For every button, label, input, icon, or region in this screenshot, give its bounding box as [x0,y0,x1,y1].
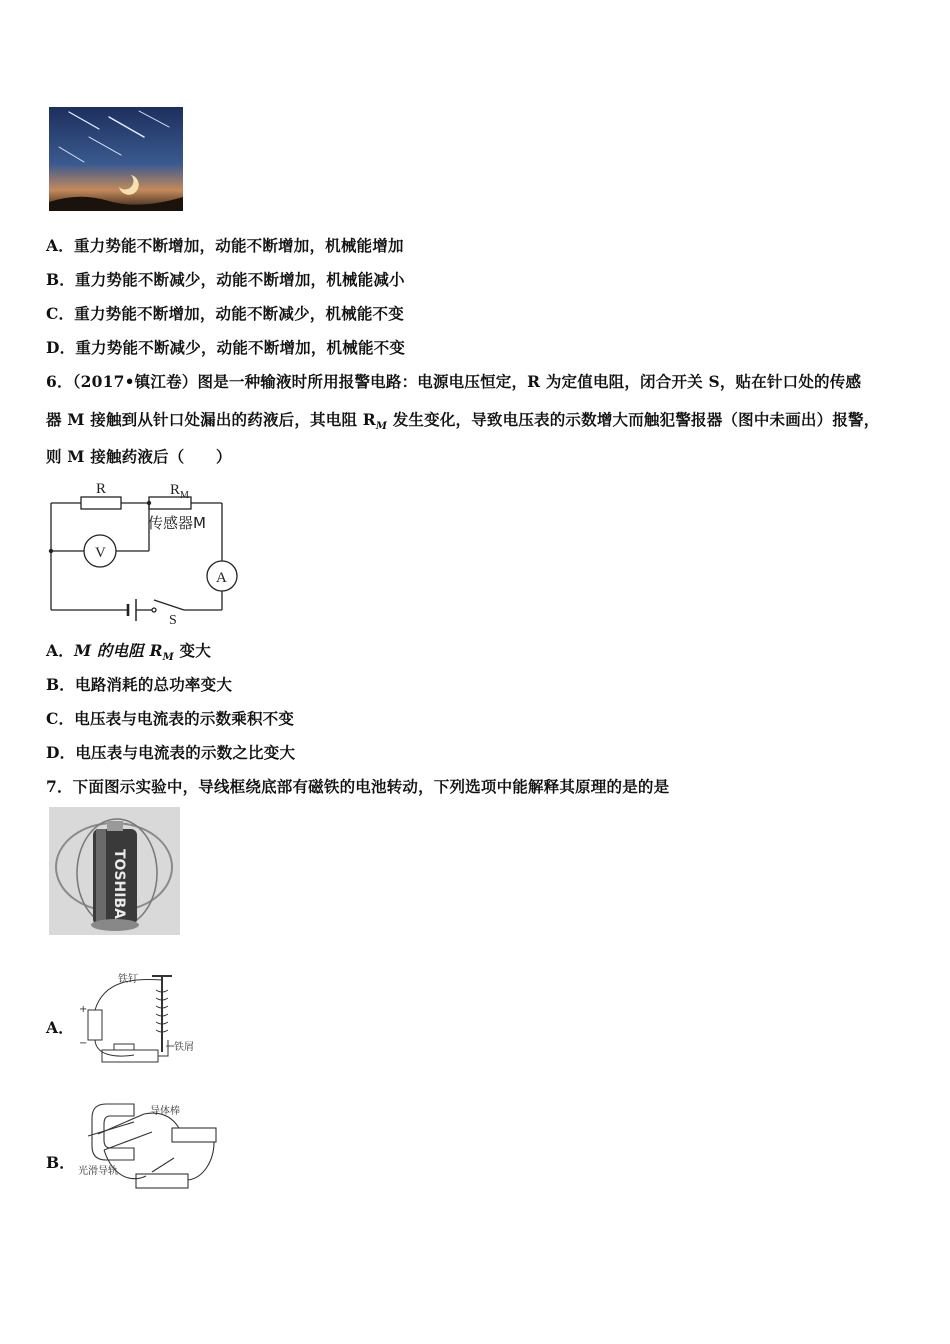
horseshoe-magnet [92,1104,134,1160]
svg-text:光滑导轨: 光滑导轨 [78,1166,118,1177]
resistor-r [81,497,121,509]
meteor-shower-image [49,107,183,211]
q5-option-c[interactable]: C．重力势能不断增加，动能不断减少，机械能不变 [46,304,404,323]
q7-battery-photo [49,807,180,935]
svg-text:A: A [216,570,227,586]
svg-text:V: V [95,545,106,561]
q5-option-b[interactable]: B．重力势能不断减少，动能不断增加，机械能减小 [46,270,405,289]
q6-option-a[interactable]: A．M 的电阻 $R_M$ 变大 [46,641,211,664]
ammeter-box [172,1128,216,1142]
q7-stem: 7．下面图示实验中，导线框绕底部有磁铁的电池转动，下列选项中能解释其原理的是的是 [46,777,670,796]
switch-box [136,1174,188,1188]
q5-option-d[interactable]: D．重力势能不断减少，动能不断增加，机械能不变 [46,338,406,357]
q6-option-d[interactable]: D．电压表与电流表的示数之比变大 [46,743,296,762]
q6-stem-line1: 6．（2017•镇江卷）图是一种输液时所用报警电路：电源电压恒定，R 为定值电阻，闭合开关 S，贴在针口处的传感 [46,372,862,391]
q6-circuit-diagram [44,478,244,626]
q7-option-a-letter[interactable]: A． [46,1018,74,1037]
svg-text:−: − [79,1038,88,1049]
switch-s [154,600,184,610]
q6-stem-line2: 器 M 接触到从针口处漏出的药液后，其电阻 $R_M$ 发生变化，导致电压表的示数增大而触犯警报器（图中未画出）报警， [46,410,880,433]
svg-text:R: R [170,482,181,498]
q7-option-b-figure[interactable] [74,1100,224,1200]
q6-option-c[interactable]: C．电压表与电流表的示数乘积不变 [46,709,295,728]
q7-option-b-letter[interactable]: B． [46,1153,76,1172]
svg-text:TOSHIBA: TOSHIBA [111,849,127,919]
svg-text:铁屑: 铁屑 [174,1042,194,1053]
svg-text:S: S [169,613,177,626]
svg-text:M: M [180,490,189,501]
svg-text:+: + [79,1004,88,1015]
svg-text:R: R [96,481,107,497]
q5-option-a[interactable]: A．重力势能不断增加，动能不断增加，机械能增加 [46,236,404,255]
svg-text:铁钉: 铁钉 [118,974,138,985]
battery [88,1010,102,1040]
svg-text:导体棒: 导体棒 [150,1106,180,1117]
q6-stem-line3: 则 M 接触药液后（ ） [46,447,232,466]
svg-text:传感器M: 传感器M [148,514,206,532]
q7-option-a-figure[interactable] [74,970,204,1070]
q6-option-b[interactable]: B．电路消耗的总功率变大 [46,675,233,694]
